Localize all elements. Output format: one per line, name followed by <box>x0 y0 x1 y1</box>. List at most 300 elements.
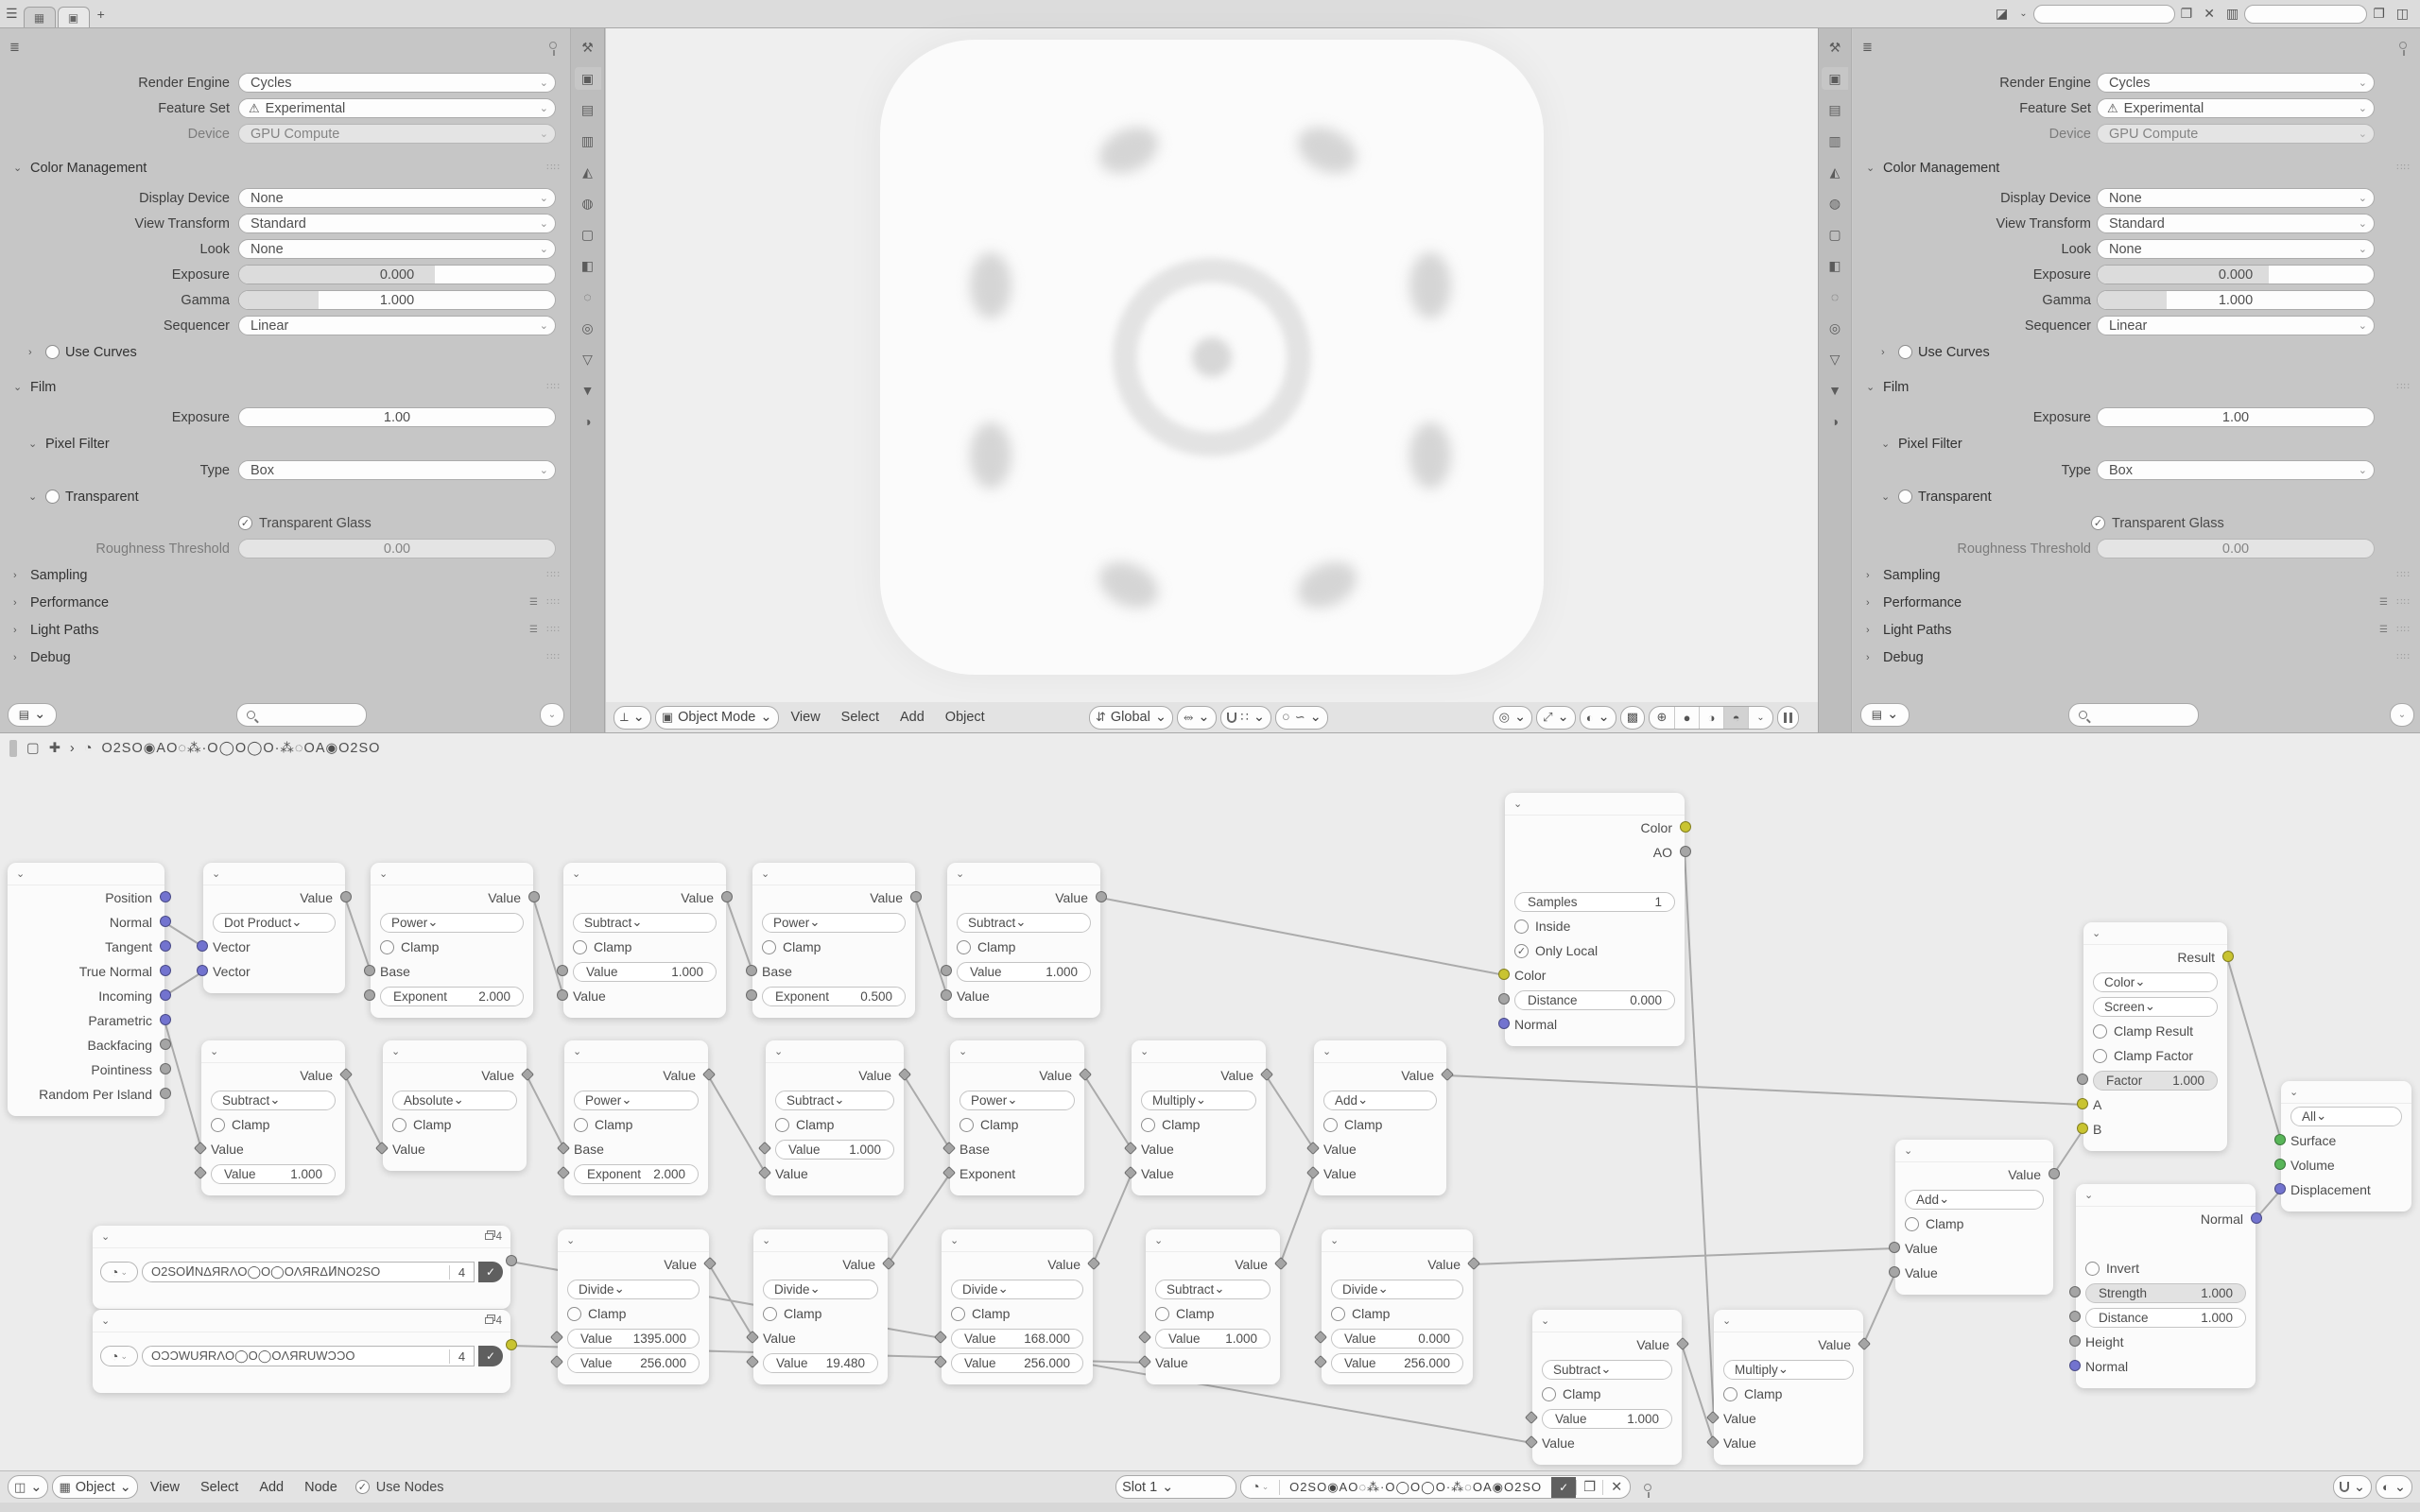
collapse-chevron-icon[interactable]: ⌄ <box>212 868 221 880</box>
subpanel-checkbox[interactable] <box>45 490 60 504</box>
panel-options-button[interactable] <box>2390 703 2414 727</box>
checkbox-unchecked[interactable] <box>957 940 971 954</box>
collapse-chevron-icon[interactable]: ⌄ <box>16 868 26 880</box>
node-checkbox-clamp[interactable] <box>1141 1117 1200 1132</box>
viewlayer-name-field[interactable] <box>2244 5 2367 24</box>
collapse-chevron-icon[interactable]: ⌄ <box>2084 1190 2094 1201</box>
collapse-chevron-icon[interactable]: ⌄ <box>379 868 389 880</box>
fake-user-shield-button[interactable]: ✓ <box>1551 1477 1576 1498</box>
pin-icon[interactable] <box>1644 1484 1651 1491</box>
properties-tab-view-layer[interactable]: ▥ <box>580 132 595 148</box>
subpanel-header-transparent[interactable] <box>1853 483 2420 510</box>
mode-dropdown[interactable] <box>655 706 779 730</box>
visibility-dropdown[interactable] <box>1493 706 1533 730</box>
viewport-menu-object[interactable]: Object <box>944 710 985 725</box>
checkbox-unchecked[interactable] <box>2093 1049 2107 1063</box>
node-value-field[interactable] <box>951 1329 1083 1349</box>
value-field[interactable] <box>238 407 556 427</box>
node-dropdown[interactable] <box>957 913 1091 933</box>
node-header[interactable] <box>752 863 915 885</box>
subpanel-checkbox[interactable] <box>45 345 60 359</box>
node-bump[interactable] <box>2076 1184 2256 1388</box>
panel-header-sampling[interactable] <box>1853 561 2420 589</box>
float-input-socket[interactable] <box>2069 1286 2081 1297</box>
node-geo[interactable] <box>8 863 164 1116</box>
display-filter-button[interactable] <box>8 703 57 727</box>
checkbox-unchecked[interactable] <box>2093 1024 2107 1039</box>
node-dropdown[interactable] <box>1331 1280 1463 1299</box>
float-input-socket[interactable] <box>2069 1311 2081 1322</box>
add-viewlayer-icon[interactable]: ❐ <box>2373 6 2385 21</box>
node-checkbox-clamp[interactable] <box>951 1306 1010 1321</box>
node-checkbox-clamp[interactable] <box>1542 1386 1600 1401</box>
pin-icon[interactable] <box>2399 42 2407 49</box>
node-header[interactable] <box>558 1229 709 1252</box>
node-div3[interactable] <box>942 1229 1093 1384</box>
properties-tab-data[interactable]: ▼ <box>1828 383 1841 398</box>
color-input-socket[interactable] <box>1498 969 1510 980</box>
value-field[interactable] <box>238 539 556 558</box>
collapse-chevron-icon[interactable]: ⌄ <box>572 868 581 880</box>
dropdown-render-engine[interactable] <box>2097 73 2375 93</box>
browse-material-button[interactable] <box>1241 1477 1279 1498</box>
shading-solid-button[interactable]: ● <box>1674 707 1699 729</box>
vector-input-socket[interactable] <box>197 940 208 952</box>
copy-material-button[interactable]: ❐ <box>1576 1480 1602 1495</box>
dropdown-look[interactable] <box>238 239 556 259</box>
checkbox-unchecked[interactable] <box>1323 1118 1338 1132</box>
node-dropdown[interactable] <box>2290 1107 2402 1126</box>
presets-list-icon[interactable]: ☰ <box>2379 625 2388 635</box>
panel-header-performance[interactable] <box>1853 589 2420 616</box>
node-checkbox-clamp[interactable] <box>567 1306 626 1321</box>
node-checkbox-clamp[interactable] <box>392 1117 451 1132</box>
collapse-chevron-icon[interactable]: ⌄ <box>566 1235 576 1246</box>
checkbox-unchecked[interactable] <box>762 940 776 954</box>
properties-tab-particles[interactable]: ◌ <box>1830 289 1840 304</box>
panel-header-color-management[interactable] <box>1853 154 2420 181</box>
float-output-socket[interactable] <box>160 1088 171 1099</box>
node-checkbox-clamp[interactable] <box>573 939 631 954</box>
collapse-chevron-icon[interactable]: ⌄ <box>761 868 770 880</box>
collapse-chevron-icon[interactable]: ⌄ <box>774 1046 784 1057</box>
copy-scene-icon[interactable]: ❐ <box>2180 6 2193 21</box>
node-checkbox-clamp[interactable] <box>211 1117 269 1132</box>
pin-icon[interactable] <box>549 42 557 49</box>
node-checkbox-clamp[interactable] <box>1723 1386 1782 1401</box>
checkbox-unchecked[interactable] <box>951 1307 965 1321</box>
node-dropdown[interactable] <box>2093 972 2218 992</box>
dropdown-display-device[interactable] <box>238 188 556 208</box>
node-header[interactable] <box>753 1229 888 1252</box>
node-pow4[interactable] <box>950 1040 1084 1195</box>
node-dropdown[interactable] <box>213 913 336 933</box>
snap-magnet-icon[interactable] <box>1227 713 1236 723</box>
vector-input-socket[interactable] <box>1498 1018 1510 1029</box>
node-value-field[interactable] <box>2093 1071 2218 1091</box>
viewport-menu-add[interactable]: Add <box>899 710 925 725</box>
node-header[interactable] <box>93 1310 510 1332</box>
float-input-socket[interactable] <box>1498 993 1510 1005</box>
node-checkbox-clamp[interactable] <box>775 1117 834 1132</box>
node-header[interactable] <box>1314 1040 1446 1063</box>
editor-type-dropdown[interactable] <box>8 1475 48 1499</box>
dropdown-view-transform[interactable] <box>2097 214 2375 233</box>
checkbox-unchecked[interactable] <box>1542 1387 1556 1401</box>
node-checkbox-clamp[interactable] <box>1155 1306 1214 1321</box>
node-div2[interactable] <box>753 1229 888 1384</box>
orientation-dropdown[interactable] <box>1089 706 1173 730</box>
node-sub2[interactable] <box>947 863 1100 1018</box>
scene-dropdown-chevron[interactable]: ⌄ <box>2019 9 2028 19</box>
float-output-socket[interactable] <box>160 1063 171 1074</box>
checkbox-unchecked[interactable] <box>211 1118 225 1132</box>
node-value-field[interactable] <box>2085 1283 2246 1303</box>
browse-datablock-button[interactable] <box>100 1346 138 1366</box>
node-outNode[interactable] <box>2281 1081 2411 1211</box>
node-value-field[interactable] <box>1542 1409 1672 1429</box>
node-menu-node[interactable]: Node <box>304 1479 337 1495</box>
display-filter-button[interactable] <box>1860 703 1910 727</box>
node-canvas[interactable] <box>0 733 2420 1470</box>
panel-header-film[interactable] <box>0 373 570 401</box>
node-dropdown[interactable] <box>1723 1360 1854 1380</box>
properties-tab-render[interactable]: ▣ <box>575 67 601 90</box>
node-dropdown[interactable] <box>1323 1091 1437 1110</box>
node-header[interactable] <box>766 1040 904 1063</box>
checkbox-unchecked[interactable] <box>1155 1307 1169 1321</box>
scene-icon[interactable]: ◪ <box>1996 6 2009 21</box>
collapse-chevron-icon[interactable]: ⌄ <box>2092 928 2101 939</box>
dropdown-render-engine[interactable] <box>238 73 556 93</box>
node-AO[interactable] <box>1505 793 1685 1046</box>
node-value-field[interactable] <box>1155 1329 1270 1349</box>
float-output-socket[interactable] <box>910 891 922 902</box>
node-mixAdd[interactable] <box>1895 1140 2053 1295</box>
xray-toggle[interactable] <box>1620 706 1645 730</box>
node-dropdown[interactable] <box>211 1091 336 1110</box>
value-field[interactable] <box>2097 407 2375 427</box>
fake-user-shield-button[interactable]: ✓ <box>478 1346 503 1366</box>
subpanel-header-use-curves[interactable] <box>1853 338 2420 366</box>
snap-controls[interactable] <box>1220 706 1271 730</box>
properties-tab-view-layer[interactable]: ▥ <box>1828 132 1841 148</box>
workspace-tab-2[interactable]: ▣ <box>58 7 90 27</box>
users-count-button[interactable]: 4 <box>449 1265 474 1280</box>
node-header[interactable] <box>201 1040 345 1063</box>
datablock-name-field[interactable]: OƆƆWUЯRΛO◯O◯OΛЯRUWƆƆO <box>151 1349 355 1363</box>
float-input-socket[interactable] <box>364 989 375 1001</box>
checkbox-checked[interactable]: ✓ <box>1514 944 1529 958</box>
float-output-socket[interactable] <box>340 891 352 902</box>
unlink-scene-icon[interactable]: ✕ <box>2204 6 2215 21</box>
properties-tab-object[interactable]: ▢ <box>580 226 595 242</box>
vector-output-socket[interactable] <box>2251 1212 2262 1224</box>
float-input-socket[interactable] <box>1889 1242 1900 1253</box>
node-div1[interactable] <box>558 1229 709 1384</box>
editor-type-dropdown[interactable] <box>614 706 651 730</box>
panel-header-color-management[interactable] <box>0 154 570 181</box>
slot-dropdown[interactable] <box>1115 1475 1236 1499</box>
collapse-chevron-icon[interactable]: ⌄ <box>573 1046 582 1057</box>
vector-input-socket[interactable] <box>2274 1183 2286 1194</box>
pause-render-button[interactable] <box>1777 706 1799 730</box>
collapse-chevron-icon[interactable]: ⌄ <box>956 868 965 880</box>
viewport-3d[interactable] <box>606 28 1818 732</box>
checkbox-checked[interactable]: ✓ <box>2091 516 2105 530</box>
search-input[interactable] <box>236 703 367 727</box>
subpanel-checkbox[interactable] <box>1898 490 1912 504</box>
float-input-socket[interactable] <box>746 965 757 976</box>
pivot-point-dropdown[interactable] <box>1177 706 1217 730</box>
properties-tab-modifiers[interactable]: ◧ <box>580 257 595 273</box>
node-pow3[interactable] <box>564 1040 708 1195</box>
node-dropdown[interactable] <box>574 1091 699 1110</box>
checkbox-unchecked[interactable] <box>1331 1307 1345 1321</box>
node-header[interactable] <box>942 1229 1093 1252</box>
dropdown-sequencer[interactable] <box>238 316 556 335</box>
collapse-chevron-icon[interactable]: ⌄ <box>1154 1235 1164 1246</box>
value-field[interactable] <box>2097 265 2375 284</box>
node-checkbox-invert[interactable] <box>2085 1261 2139 1276</box>
float-input-socket[interactable] <box>2069 1335 2081 1347</box>
float-input-socket[interactable] <box>1889 1266 1900 1278</box>
node-header[interactable] <box>2083 922 2227 945</box>
node-dropdown[interactable] <box>1155 1280 1270 1299</box>
collapse-chevron-icon[interactable]: ⌄ <box>2290 1087 2299 1098</box>
shader-input-socket[interactable] <box>2274 1159 2286 1170</box>
search-input[interactable] <box>2068 703 2199 727</box>
node-add1[interactable] <box>1314 1040 1446 1195</box>
node-checkbox-clamp[interactable] <box>574 1117 632 1132</box>
color-input-socket[interactable] <box>2077 1098 2088 1109</box>
node-dropdown[interactable] <box>380 913 524 933</box>
checkbox-unchecked[interactable] <box>959 1118 974 1132</box>
node-header[interactable] <box>1322 1229 1473 1252</box>
node-dropdown[interactable] <box>1905 1190 2044 1210</box>
proportional-editing-dropdown[interactable] <box>1275 706 1328 730</box>
dropdown-feature-set[interactable] <box>2097 98 2375 118</box>
collapse-chevron-icon[interactable]: ⌄ <box>762 1235 771 1246</box>
node-dropdown[interactable] <box>1141 1091 1256 1110</box>
collapse-chevron-icon[interactable]: ⌄ <box>391 1046 401 1057</box>
node-value-field[interactable] <box>957 962 1091 982</box>
subpanel-header-pixel-filter[interactable] <box>1853 430 2420 457</box>
checkbox-unchecked[interactable] <box>1514 919 1529 934</box>
overlays-dropdown[interactable] <box>2376 1475 2412 1499</box>
properties-tab-object[interactable]: ▢ <box>1828 226 1841 242</box>
node-header[interactable] <box>203 863 345 885</box>
node-sub6[interactable] <box>1532 1310 1682 1465</box>
hamburger-menu-icon[interactable]: ☰ <box>6 6 18 21</box>
dropdown-view-transform[interactable] <box>238 214 556 233</box>
collapse-chevron-icon[interactable]: ⌄ <box>959 1046 968 1057</box>
properties-tab-world[interactable]: ◍ <box>1828 195 1841 211</box>
node-header[interactable] <box>1146 1229 1280 1252</box>
node-menu-select[interactable]: Select <box>200 1479 239 1495</box>
subpanel-header-pixel-filter[interactable] <box>0 430 570 457</box>
properties-tab-tool[interactable]: ⚒ <box>1828 39 1841 55</box>
properties-tab-particles[interactable]: ◌ <box>583 289 592 304</box>
subpanel-header-use-curves[interactable] <box>0 338 570 366</box>
float-output-socket[interactable] <box>1096 891 1107 902</box>
collapse-chevron-icon[interactable]: ⌄ <box>950 1235 959 1246</box>
properties-tab-material[interactable]: ◑ <box>1830 414 1840 429</box>
vector-output-socket[interactable] <box>160 1014 171 1025</box>
properties-tab-output[interactable]: ▤ <box>580 101 595 117</box>
node-header[interactable] <box>947 863 1100 885</box>
node-dropdown[interactable] <box>1542 1360 1672 1380</box>
node-header[interactable] <box>1505 793 1685 816</box>
collapse-chevron-icon[interactable]: ⌄ <box>1140 1046 1150 1057</box>
node-dropdown[interactable] <box>763 1280 878 1299</box>
node-pow2[interactable] <box>752 863 915 1018</box>
node-value-field[interactable] <box>573 962 717 982</box>
panel-header-performance[interactable] <box>0 589 570 616</box>
checkbox-unchecked[interactable] <box>1723 1387 1737 1401</box>
subpanel-checkbox[interactable] <box>1898 345 1912 359</box>
node-checkbox-clamp[interactable] <box>380 939 439 954</box>
browse-datablock-button[interactable] <box>100 1262 138 1282</box>
node-mul2[interactable] <box>1714 1310 1863 1465</box>
dropdown-feature-set[interactable] <box>238 98 556 118</box>
collapse-chevron-icon[interactable]: ⌄ <box>101 1315 111 1327</box>
collapse-chevron-icon[interactable]: ⌄ <box>1513 799 1523 810</box>
dropdown-look[interactable] <box>2097 239 2375 259</box>
node-dropdown[interactable] <box>2093 997 2218 1017</box>
node-sub1[interactable] <box>563 863 726 1018</box>
checkbox-unchecked[interactable] <box>2085 1262 2100 1276</box>
shader-node-editor[interactable] <box>0 732 2420 1512</box>
float-input-socket[interactable] <box>557 965 568 976</box>
checkbox-unchecked[interactable] <box>574 1118 588 1132</box>
use-nodes-checkbox[interactable] <box>355 1480 444 1495</box>
panel-header-debug[interactable] <box>1853 644 2420 671</box>
panel-header-light-paths[interactable] <box>0 616 570 644</box>
node-header[interactable] <box>950 1040 1084 1063</box>
node-dropdown[interactable] <box>567 1280 700 1299</box>
collapse-chevron-icon[interactable]: ⌄ <box>101 1231 111 1243</box>
viewport-menu-select[interactable]: Select <box>840 710 879 725</box>
float-output-socket[interactable] <box>528 891 540 902</box>
subpanel-header-transparent[interactable] <box>0 483 570 510</box>
node-header[interactable] <box>1714 1310 1863 1332</box>
vector-input-socket[interactable] <box>197 965 208 976</box>
fake-user-shield-button[interactable]: ✓ <box>478 1262 503 1282</box>
float-input-socket[interactable] <box>746 989 757 1001</box>
node-header[interactable] <box>564 1040 708 1063</box>
node-header[interactable] <box>371 863 533 885</box>
workspace-tab-1[interactable]: ▦ <box>24 7 56 27</box>
collapse-chevron-icon[interactable]: ⌄ <box>1330 1235 1340 1246</box>
checkbox-unchecked[interactable] <box>567 1307 581 1321</box>
node-abs[interactable] <box>383 1040 527 1171</box>
shader-type-dropdown[interactable] <box>52 1475 137 1499</box>
collapse-chevron-icon[interactable]: ⌄ <box>210 1046 219 1057</box>
properties-tab-world[interactable]: ◍ <box>581 195 594 211</box>
float-input-socket[interactable] <box>557 989 568 1001</box>
gizmos-dropdown[interactable] <box>1536 706 1576 730</box>
node-sub5[interactable] <box>1146 1229 1280 1384</box>
snap-controls[interactable] <box>2333 1475 2372 1499</box>
checkbox-checked[interactable]: ✓ <box>355 1480 370 1494</box>
node-header[interactable] <box>2076 1184 2256 1207</box>
node-checkbox-inside[interactable] <box>1514 919 1570 934</box>
node-header[interactable] <box>1895 1140 2053 1162</box>
collapse-chevron-icon[interactable]: ⌄ <box>1541 1315 1550 1327</box>
node-div4[interactable] <box>1322 1229 1473 1384</box>
collapse-chevron-icon[interactable]: ⌄ <box>1722 1315 1732 1327</box>
node-menu-add[interactable]: Add <box>259 1479 285 1495</box>
node-value-field[interactable] <box>574 1164 699 1184</box>
float-output-socket[interactable] <box>721 891 733 902</box>
node-sub4[interactable] <box>766 1040 904 1195</box>
collapse-chevron-icon[interactable]: ⌄ <box>1322 1046 1332 1057</box>
panel-header-sampling[interactable] <box>0 561 570 589</box>
properties-tab-physics[interactable]: ◎ <box>581 319 594 335</box>
node-menu-view[interactable]: View <box>149 1479 180 1495</box>
node-header[interactable] <box>93 1226 510 1248</box>
value-field[interactable] <box>238 265 556 284</box>
node-dropdown[interactable] <box>392 1091 517 1110</box>
add-workspace-button[interactable]: + <box>96 6 105 22</box>
panel-header-debug[interactable] <box>0 644 570 671</box>
vector-output-socket[interactable] <box>160 989 171 1001</box>
node-checkbox-clamp[interactable] <box>1331 1306 1390 1321</box>
node-mixScreen[interactable] <box>2083 922 2227 1151</box>
scene-name-field[interactable] <box>2033 5 2175 24</box>
float-input-socket[interactable] <box>941 989 952 1001</box>
node-checkbox-clamp-factor[interactable] <box>2093 1048 2193 1063</box>
float-output-socket[interactable] <box>506 1255 517 1266</box>
properties-tab-output[interactable]: ▤ <box>1828 101 1841 117</box>
checkbox-unchecked[interactable] <box>763 1307 777 1321</box>
node-value-field[interactable] <box>1514 892 1675 912</box>
panel-header-light-paths[interactable] <box>1853 616 2420 644</box>
properties-tab-modifiers[interactable]: ◧ <box>1828 257 1841 273</box>
editor-type-icon[interactable]: ≣ <box>1862 40 1873 54</box>
node-pow1[interactable] <box>371 863 533 1018</box>
users-count-button[interactable]: 4 <box>449 1349 474 1364</box>
node-dropdown[interactable] <box>775 1091 894 1110</box>
shader-input-socket[interactable] <box>2274 1134 2286 1145</box>
node-checkbox-only-local[interactable] <box>1514 943 1598 958</box>
panel-header-film[interactable] <box>1853 373 2420 401</box>
properties-tab-tool[interactable]: ⚒ <box>581 39 594 55</box>
node-value-field[interactable] <box>951 1353 1083 1373</box>
color-input-socket[interactable] <box>2077 1123 2088 1134</box>
dropdown-sequencer[interactable] <box>2097 316 2375 335</box>
chevron-down-icon[interactable]: ⌄ <box>1748 707 1772 729</box>
properties-tab-scene[interactable]: ◭ <box>582 163 593 180</box>
datablock-name-field[interactable]: O2SOͶNΔЯRΛO◯O◯OΛЯRΔͶNO2SO <box>151 1264 381 1279</box>
color-output-socket[interactable] <box>1680 821 1691 833</box>
node-header[interactable] <box>8 863 164 885</box>
overlays-dropdown[interactable] <box>1580 706 1616 730</box>
dropdown-type[interactable] <box>238 460 556 480</box>
float-output-socket[interactable] <box>160 1039 171 1050</box>
checkbox-unchecked[interactable] <box>1905 1217 1919 1231</box>
checkbox-checked[interactable]: ✓ <box>238 516 252 530</box>
node-value-field[interactable] <box>211 1164 336 1184</box>
node-value-field[interactable] <box>762 987 906 1006</box>
node-checkbox-clamp[interactable] <box>1905 1216 1963 1231</box>
node-checkbox-clamp[interactable] <box>957 939 1015 954</box>
color-output-socket[interactable] <box>506 1339 517 1350</box>
dropdown-type[interactable] <box>2097 460 2375 480</box>
checkbox-unchecked[interactable] <box>573 940 587 954</box>
panel-options-button[interactable] <box>540 703 564 727</box>
